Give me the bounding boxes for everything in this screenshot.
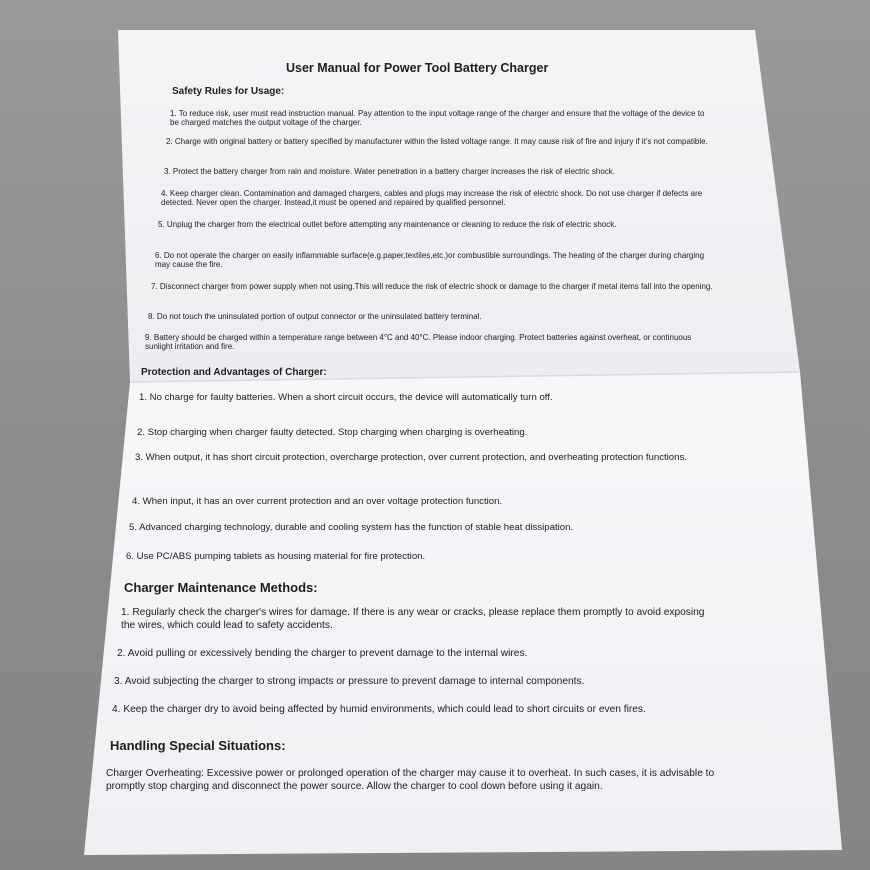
- protection-item-1: 1. No charge for faulty batteries. When a short circuit occurs, the device will automatically turn off.: [139, 392, 553, 403]
- safety-rule-5: 5. Unplug the charger from the electrical outlet before attempting any maintenance or cleaning to reduce the risk of electric shock.: [158, 220, 617, 229]
- maintenance-item-3: 3. Avoid subjecting the charger to strong impacts or pressure to prevent damage to internal components.: [114, 676, 585, 687]
- maintenance-item-2: 2. Avoid pulling or excessively bending the charger to prevent damage to the internal wires.: [117, 648, 528, 659]
- document-title: User Manual for Power Tool Battery Charger: [286, 61, 549, 75]
- safety-rule-3: 3. Protect the battery charger from rain and moisture. Water penetration in a battery charger increases the risk of electric shock.: [164, 167, 616, 176]
- safety-heading: Safety Rules for Usage:: [172, 86, 285, 97]
- safety-rule-9: 9. Battery should be charged within a temperature range between 4°C and 40°C. Please indoor charging. Protect batteries against overheat, or continuous sunlight irritation and fire.: [145, 333, 692, 351]
- safety-rule-4: 4. Keep charger clean. Contamination and damaged chargers, cables and plugs may increase the risk of electric shock. Do not use charger if defects are detected. Never open the charger. Instead,it must be opened and repaired by qualified personnel.: [161, 189, 703, 207]
- safety-rule-7: 7. Disconnect charger from power supply when not using.This will reduce the risk of electric shock or damage to the charger if metal items fall into the opening.: [151, 282, 713, 291]
- maintenance-item-1: 1. Regularly check the charger's wires for damage. If there is any wear or cracks, please replace them promptly to avoid exposing the wires, which could lead to safety accidents.: [121, 607, 705, 631]
- safety-rule-6: 6. Do not operate the charger on easily inflammable surface(e.g.paper,textiles,etc.)or combustible surroundings. The heating of the charger during charging may cause the fire.: [155, 251, 705, 269]
- protection-item-6: 6. Use PC/ABS pumping tablets as housing material for fire protection.: [126, 551, 426, 562]
- protection-item-4: 4. When input, it has an over current protection and an over voltage protection function.: [132, 496, 503, 507]
- maintenance-heading: Charger Maintenance Methods:: [124, 580, 318, 595]
- protection-item-2: 2. Stop charging when charger faulty detected. Stop charging when charging is overheating.: [137, 427, 528, 438]
- safety-rule-1: 1. To reduce risk, user must read instruction manual. Pay attention to the input voltage range of the charger and ensure that the voltage of the device to be charged matches the output voltage of the charger.: [170, 109, 705, 127]
- special-text: Charger Overheating: Excessive power or prolonged operation of the charger may cause it to overheat. In such cases, it is advisable to promptly stop charging and disconnect the power source. Allow the charger to cool down before using it again.: [106, 768, 715, 792]
- maintenance-item-4: 4. Keep the charger dry to avoid being affected by humid environments, which could lead to short circuits or even fires.: [112, 704, 646, 715]
- safety-rule-2: 2. Charge with original battery or battery specified by manufacturer within the listed voltage range. It may cause risk of fire and injury if it's not compatible.: [166, 137, 708, 146]
- protection-heading: Protection and Advantages of Charger:: [141, 367, 327, 378]
- special-heading: Handling Special Situations:: [110, 738, 286, 753]
- safety-rule-8: 8. Do not touch the uninsulated portion of output connector or the uninsulated battery terminal.: [148, 312, 482, 321]
- protection-item-5: 5. Advanced charging technology, durable and cooling system has the function of stable heat dissipation.: [129, 522, 574, 533]
- protection-item-3: 3. When output, it has short circuit protection, overcharge protection, over current protection, and overheating protection functions.: [135, 452, 687, 463]
